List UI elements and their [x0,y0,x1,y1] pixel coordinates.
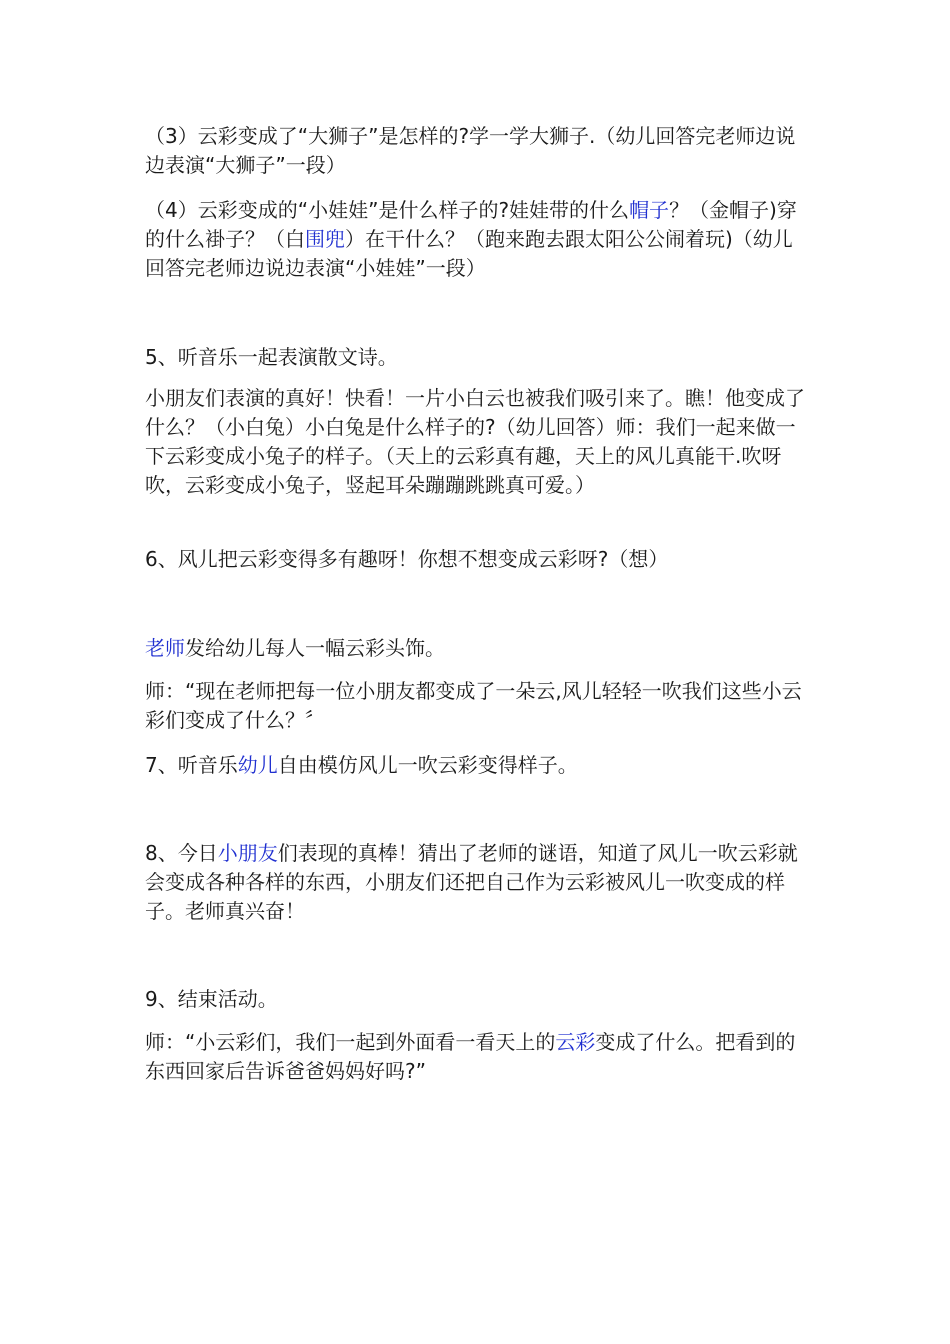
paragraph-step-8-text-1: 8、今日 [145,841,218,865]
link-children[interactable]: 幼儿 [237,753,278,777]
link-hat[interactable]: 帽子 [629,198,670,222]
paragraph-ending [145,1028,810,1086]
paragraph-doll-text-2: ？（金帽子)穿的什么褂子？（白 [145,198,797,251]
paragraph-lion-text: （3）云彩变成了“大狮子”是怎样的?学一学大狮子.（幼儿回答完老师边说边表演“大狮子”一段） [145,124,796,177]
paragraph-step-8-text-2: 们表现的真棒！猜出了老师的谜语，知道了风儿一吹云彩就会变成各种各样的东西，小朋友们还把自己作为云彩被风儿一吹变成的样子。老师真兴奋！ [145,841,798,923]
paragraph-teacher-quote-text: 师：“现在老师把每一位小朋友都变成了一朵云,风儿轻轻一吹我们这些小云彩们变成了什么？〞 [145,679,802,732]
paragraph-step-6 [145,545,810,574]
link-teacher[interactable]: 老师 [145,636,185,660]
paragraph-teacher-quote [145,677,810,735]
paragraph-doll-text-1: （4）云彩变成的“小娃娃”是什么样子的?娃娃带的什么 [145,198,630,222]
paragraph-ending-text-1: 师：“小云彩们，我们一起到外面看一看天上的 [145,1030,556,1054]
paragraph-doll-text-3: ）在干什么？（跑来跑去跟太阳公公闹着玩)（幼儿回答完老师边说边表演“小娃娃”一段） [145,227,793,280]
paragraph-step-9-text: 9、结束活动。 [145,987,278,1011]
paragraph-doll [145,196,810,283]
paragraph-ending-text-2: 变成了什么。把看到的东西回家后告诉爸爸妈妈好吗?” [145,1030,796,1083]
paragraph-step-5-text: 5、听音乐一起表演散文诗。 [145,345,398,369]
paragraph-lion [145,122,810,180]
link-bib[interactable]: 围兜 [305,227,345,251]
paragraph-step-8 [145,839,810,926]
paragraph-rabbit-text: 小朋友们表演的真好！快看！一片小白云也被我们吸引来了。瞧！他变成了什么？（小白兔）小白兔是什么样子的?（幼儿回答）师：我们一起来做一下云彩变成小兔子的样子。（天上的云彩真有趣，天上的风儿真能干.吹呀吹，云彩变成小兔子，竖起耳朵蹦蹦跳跳真可爱。） [145,386,805,497]
paragraph-step-7-text-1: 7、听音乐 [145,753,238,777]
link-clouds[interactable]: 云彩 [555,1030,596,1054]
paragraph-step-6-text: 6、风儿把云彩变得多有趣呀！你想不想变成云彩呀?（想） [145,547,669,571]
paragraph-headwear [145,634,810,663]
paragraph-headwear-text: 发给幼儿每人一幅云彩头饰。 [185,636,445,660]
paragraph-step-7-text-2: 自由模仿风儿一吹云彩变得样子。 [277,753,578,777]
paragraph-step-7 [145,751,810,780]
paragraph-step-5 [145,343,810,372]
paragraph-rabbit [145,384,810,500]
link-kids[interactable]: 小朋友 [217,841,278,865]
paragraph-step-9 [145,985,810,1014]
